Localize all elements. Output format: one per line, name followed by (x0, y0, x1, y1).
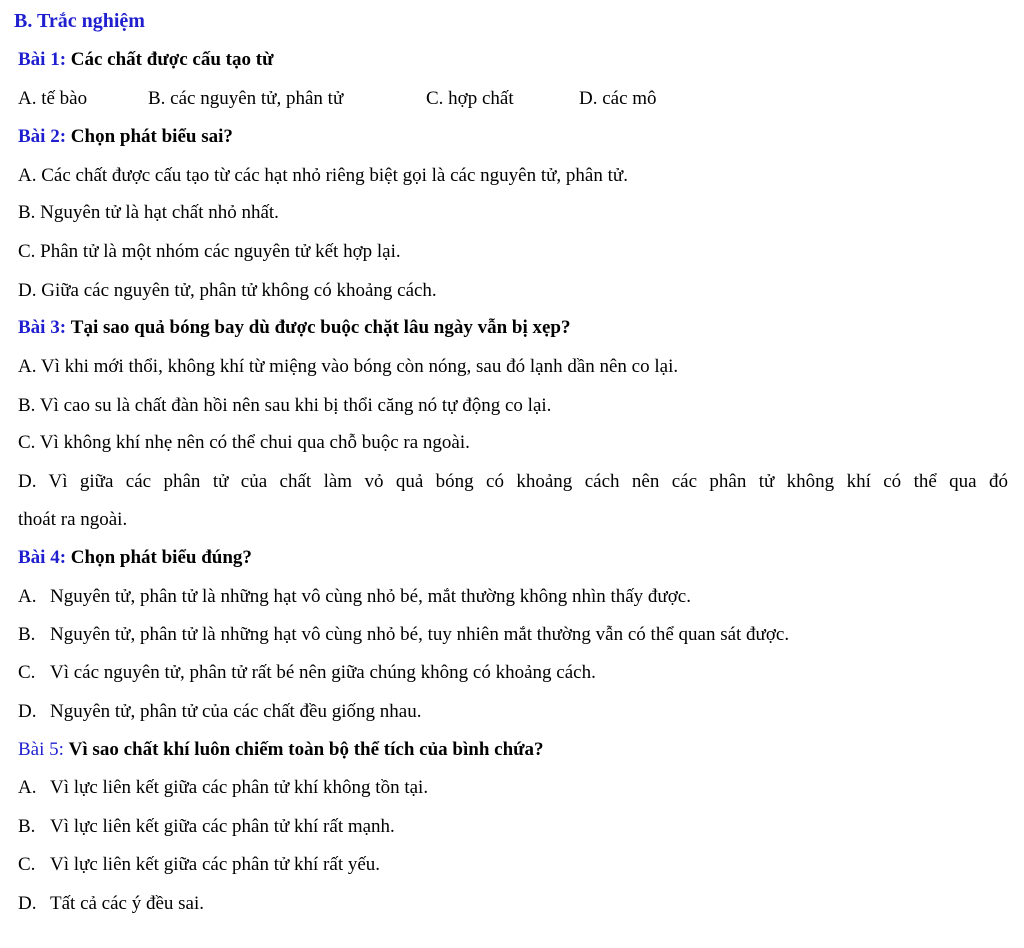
option-text: Vì lực liên kết giữa các phân tử khí không tồn tại. (50, 777, 429, 798)
question-4-text: Chọn phát biểu đúng? (70, 547, 252, 568)
option-letter: A. (18, 777, 37, 798)
question-1-option-d: D. các mô (579, 88, 657, 109)
question-3-option-a: A. Vì khi mới thổi, không khí từ miệng vào bóng còn nóng, sau đó lạnh dần nên co lại. (18, 356, 679, 377)
question-5-option-a (18, 776, 428, 800)
option-letter: B. (18, 624, 36, 645)
question-3-option-d: D. Vì giữa các phân tử của chất làm vỏ quả bóng có khoảng cách nên các phân tử không khí có thể qua đó (18, 471, 1008, 492)
option-letter: D. (18, 701, 37, 722)
question-1-option-b: B. các nguyên tử, phân tử (148, 88, 344, 109)
question-5-option-d (18, 892, 204, 916)
option-text: Vì lực liên kết giữa các phân tử khí rất mạnh. (50, 816, 395, 837)
question-5-option-b (18, 815, 395, 839)
question-2-option-c: C. Phân tử là một nhóm các nguyên tử kết hợp lại. (18, 241, 401, 262)
question-2-option-d: D. Giữa các nguyên tử, phân tử không có khoảng cách. (18, 280, 437, 301)
question-4-heading (18, 546, 252, 570)
question-1-option-a: A. tế bào (18, 88, 88, 109)
question-2-text: Chọn phát biểu sai? (70, 126, 233, 147)
question-5-option-c (18, 853, 380, 877)
question-1-heading (18, 48, 274, 72)
option-text: Tất cả các ý đều sai. (50, 893, 205, 914)
option-text: Vì các nguyên tử, phân tử rất bé nên giữa chúng không có khoảng cách. (50, 662, 596, 683)
option-text: Nguyên tử, phân tử là những hạt vô cùng nhỏ bé, tuy nhiên mắt thường vẫn có thể quan sát được. (50, 624, 790, 645)
question-2-heading (18, 125, 233, 149)
question-4-option-c (18, 661, 596, 685)
question-4-option-b (18, 623, 789, 647)
section-title: B. Trắc nghiệm (14, 10, 145, 32)
question-5-text: Vì sao chất khí luôn chiếm toàn bộ thể tích của bình chứa? (68, 739, 544, 760)
question-2-option-b: B. Nguyên tử là hạt chất nhỏ nhất. (18, 202, 279, 223)
question-3-label: Bài 3: (18, 317, 67, 338)
option-letter: D. (18, 893, 37, 914)
question-4-option-d (18, 700, 421, 724)
option-letter: B. (18, 816, 36, 837)
question-3-text: Tại sao quả bóng bay dù được buộc chặt lâu ngày vẫn bị xẹp? (70, 317, 571, 338)
question-2-label: Bài 2: (18, 126, 67, 147)
question-1-option-c: C. hợp chất (426, 88, 514, 109)
question-2-option-a: A. Các chất được cấu tạo từ các hạt nhỏ riêng biệt gọi là các nguyên tử, phân tử. (18, 165, 628, 186)
option-letter: C. (18, 662, 36, 683)
question-5-label: Bài 5: (18, 739, 64, 760)
question-5-heading (18, 738, 544, 762)
question-4-option-a (18, 585, 691, 609)
question-3-option-d-continued: thoát ra ngoài. (18, 509, 128, 530)
question-3-option-c: C. Vì không khí nhẹ nên có thể chui qua chỗ buộc ra ngoài. (18, 432, 470, 453)
option-letter: A. (18, 586, 37, 607)
question-4-label: Bài 4: (18, 547, 67, 568)
option-text: Nguyên tử, phân tử của các chất đều giống nhau. (50, 701, 422, 722)
question-3-option-b: B. Vì cao su là chất đàn hồi nên sau khi bị thổi căng nó tự động co lại. (18, 395, 552, 416)
option-text: Nguyên tử, phân tử là những hạt vô cùng nhỏ bé, mắt thường không nhìn thấy được. (50, 586, 691, 607)
question-1-text: Các chất được cấu tạo từ (70, 49, 274, 70)
question-1-label: Bài 1: (18, 49, 67, 70)
question-3-heading (18, 316, 571, 340)
option-text: Vì lực liên kết giữa các phân tử khí rất yếu. (50, 854, 381, 875)
option-letter: C. (18, 854, 36, 875)
